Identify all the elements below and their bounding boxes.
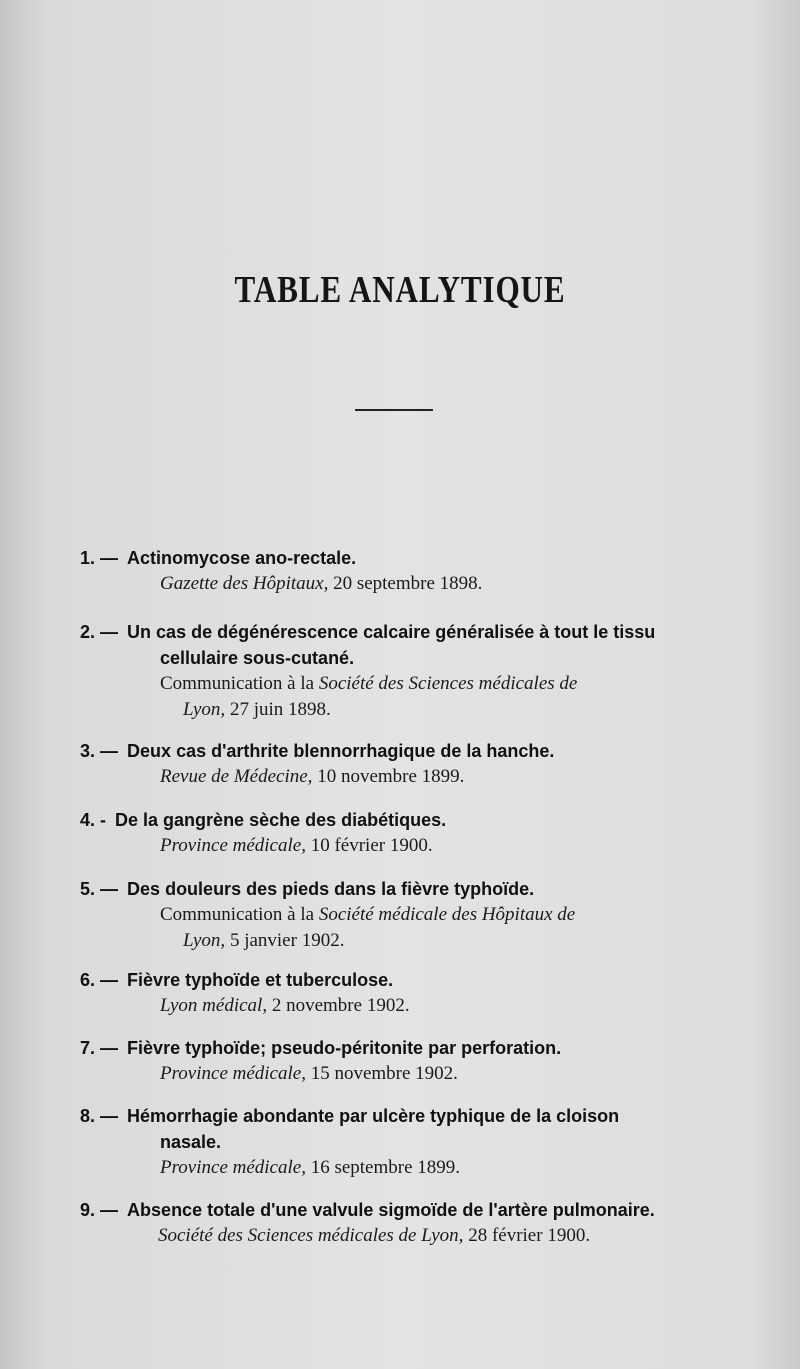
entry-5: 5. — Des douleurs des pieds dans la fièvre typhoïde. Communication à la Société médicale des Hôpitaux de Lyon, 5 janvier 1902.	[80, 876, 730, 954]
entry-number: 4.	[80, 810, 96, 830]
entry-number: 5.	[80, 879, 96, 899]
entry-dash: —	[100, 879, 124, 899]
entry-dash: —	[100, 1038, 124, 1058]
entry-8	[80, 1103, 730, 1181]
entry-heading: Deux cas d'arthrite blennorrhagique de la hanche.	[127, 741, 555, 761]
entry-source: Province médicale, 10 février 1900.	[160, 835, 433, 856]
entry-source: Gazette des Hôpitaux, 20 septembre 1898.	[160, 573, 483, 594]
entry-dash: -	[100, 810, 112, 830]
entry-source: Communication à la Société médicale des Hôpitaux de	[160, 904, 576, 925]
entry-number: 9.	[80, 1200, 96, 1220]
entry-heading: Hémorrhagie abondante par ulcère typhique de la cloison	[127, 1106, 620, 1126]
title-divider	[355, 409, 433, 411]
entry-9	[80, 1197, 730, 1249]
entry-heading: De la gangrène sèche des diabétiques.	[115, 810, 447, 830]
entry-number: 3.	[80, 741, 96, 761]
entry-4	[80, 807, 730, 859]
entry-dash: —	[100, 741, 124, 761]
entry-source: Revue de Médecine, 10 novembre 1899.	[160, 766, 465, 787]
entry-number: 6.	[80, 970, 96, 990]
entry-heading: Actinomycose ano-rectale.	[127, 548, 357, 568]
entry-heading-cont: cellulaire sous-cutané.	[160, 648, 355, 668]
entry-source: Communication à la Société des Sciences médicales de	[160, 673, 578, 694]
entry-source: Société des Sciences médicales de Lyon, 28 février 1900.	[158, 1225, 591, 1246]
entry-6	[80, 967, 730, 1019]
entry-heading: Absence totale d'une valvule sigmoïde de l'artère pulmonaire.	[127, 1200, 655, 1220]
entry-number: 2.	[80, 622, 96, 642]
entry-7	[80, 1035, 730, 1087]
page-title: TABLE ANALYTIQUE	[234, 269, 566, 311]
bleed-through-text	[80, 100, 730, 130]
entry-number: 8.	[80, 1106, 96, 1126]
entry-dash: —	[100, 1106, 124, 1126]
entry-source: Province médicale, 15 novembre 1902.	[160, 1063, 458, 1084]
entry-heading: Fièvre typhoïde et tuberculose.	[127, 970, 394, 990]
entry-dash: —	[100, 622, 124, 642]
entry-number: 7.	[80, 1038, 96, 1058]
entry-dash: —	[100, 548, 124, 568]
entry-heading: Fièvre typhoïde; pseudo-péritonite par perforation.	[127, 1038, 562, 1058]
entry-heading-cont: nasale.	[160, 1132, 222, 1152]
entry-3	[80, 738, 730, 790]
entry-source: Province médicale, 16 septembre 1899.	[160, 1157, 461, 1178]
entry-dash: —	[100, 1200, 124, 1220]
entry-source: Lyon médical, 2 novembre 1902.	[160, 995, 410, 1016]
entry-heading: Des douleurs des pieds dans la fièvre typhoïde.	[127, 879, 535, 899]
entry-dash: —	[100, 970, 124, 990]
entry-number: 1.	[80, 548, 96, 568]
entry-2: 2. — Un cas de dégénérescence calcaire généralisée à tout le tissu cellulaire sous-cutané. Communication à la Société des Sciences médicales de Lyon, 27 juin 1898.	[80, 619, 730, 723]
entry-1	[80, 545, 730, 597]
entry-heading: Un cas de dégénérescence calcaire généralisée à tout le tissu	[127, 622, 656, 642]
